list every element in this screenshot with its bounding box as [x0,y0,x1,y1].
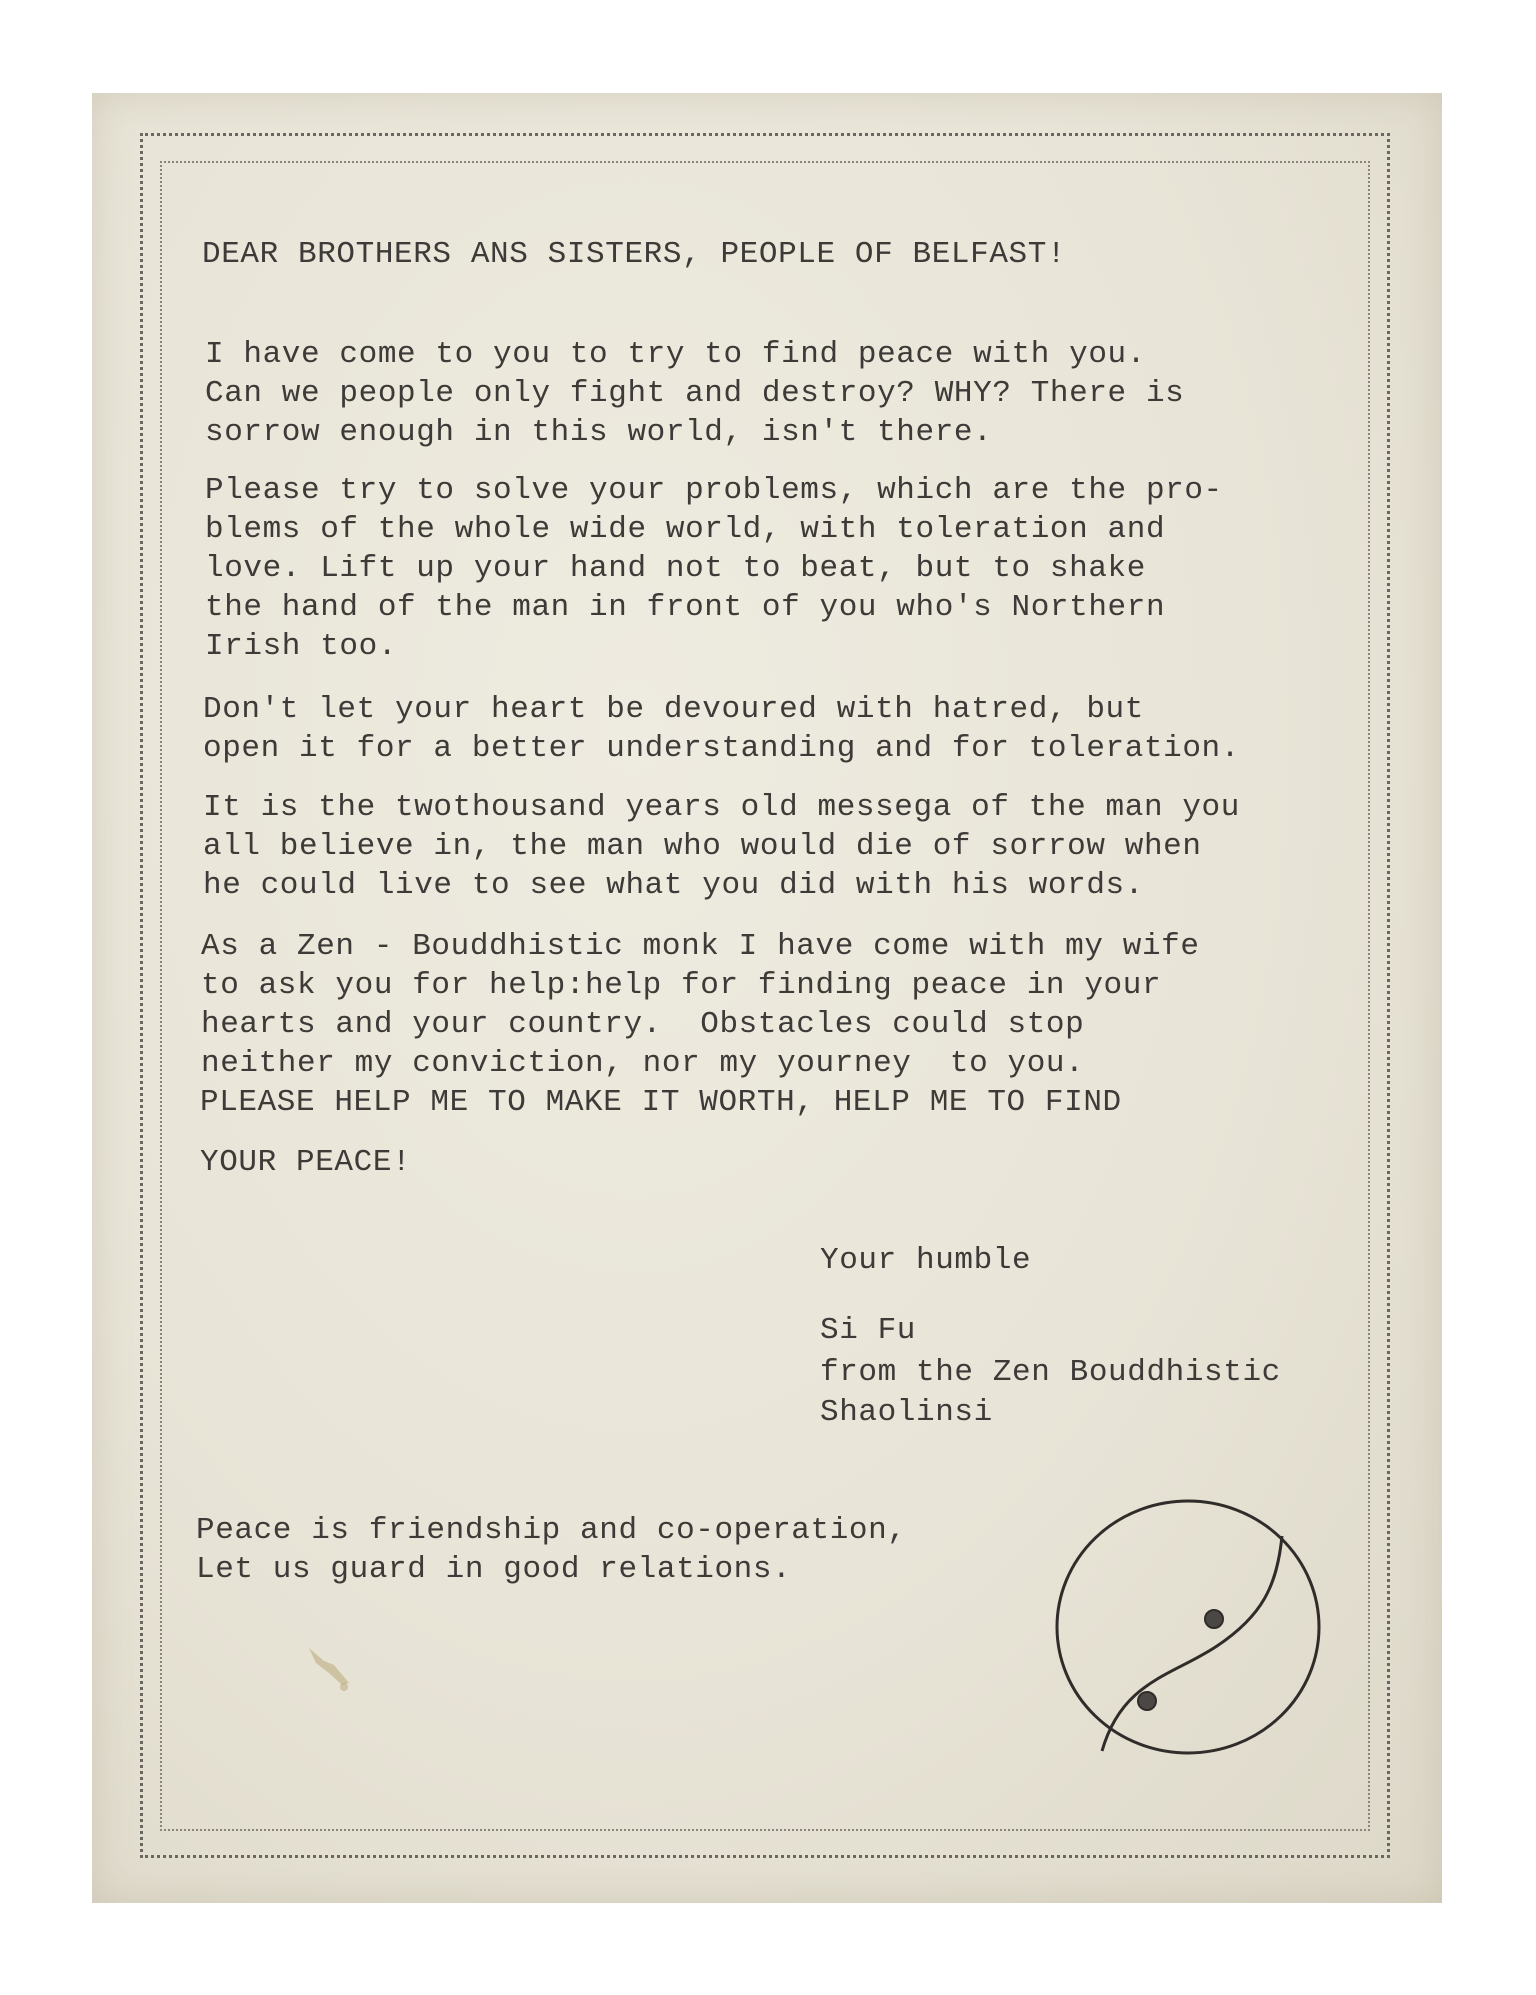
letter-greeting: DEAR BROTHERS ANS SISTERS, PEOPLE OF BELFAST! [202,237,1067,272]
paragraph-peace: I have come to you to try to find peace with you. Can we people only fight and destroy? WHY? There is sorrow enough in this world, isn't there. [205,337,1185,450]
motto-line-1: Peace is friendship and co-operation, [196,1513,907,1548]
yin-yang-icon [1052,1496,1324,1758]
plea-line-1: PLEASE HELP ME TO MAKE IT WORTH, HELP ME TO FIND [200,1085,1122,1120]
paragraph-heart: Don't let your heart be devoured with hatred, but open it for a better understanding and for toleration. [203,692,1240,766]
paragraph-message: It is the twothousand years old messega of the man you all believe in, the man who would die of sorrow when he could live to see what you did with his words. [203,790,1240,903]
closing: Your humble [820,1243,1032,1278]
plea-line-2: YOUR PEACE! [200,1145,412,1180]
paragraph-problems: Please try to solve your problems, which are the pro- blems of the whole wide world, with toleration and love. Lift up your hand not to beat, but to shake the hand of the man in front of you who's Northern Irish too. [205,473,1223,664]
signer-name: Si Fu [820,1313,917,1348]
signer-affiliation: from the Zen Bouddhistic [820,1355,1281,1390]
paragraph-monk: As a Zen - Bouddhistic monk I have come with my wife to ask you for help:help for finding peace in your hearts and your country. Obstacles could stop neither my conviction, nor my yourney to you. [201,929,1200,1081]
signer-monastery: Shaolinsi [820,1395,993,1430]
ink-stain [304,1643,364,1693]
letter-paper [92,93,1442,1903]
motto-line-2: Let us guard in good relations. [196,1552,792,1587]
